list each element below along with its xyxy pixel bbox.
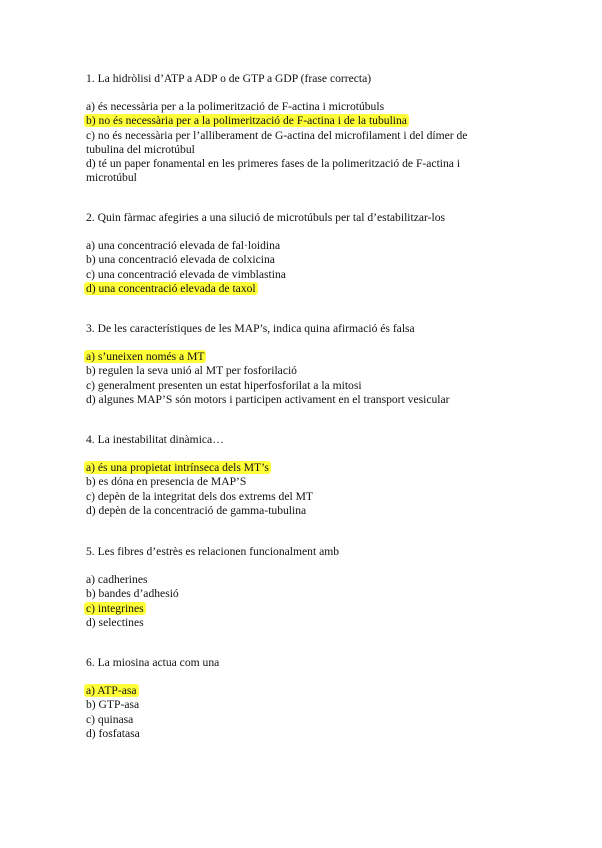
option-d: d) té un paper fonamental en les primeres fases de la polimerització de F-actina i bbox=[86, 156, 461, 170]
option-c bbox=[86, 602, 526, 616]
question-3 bbox=[86, 322, 526, 407]
option-d: d) depèn de la concentració de gamma-tubulina bbox=[86, 503, 307, 517]
option-b: b) regulen la seva unió al MT per fosforilació bbox=[86, 364, 297, 378]
highlighted-answer: d) una concentració elevada de taxol bbox=[86, 281, 256, 295]
option-c: c) quinasa bbox=[86, 712, 134, 726]
option-d-continued: microtúbul bbox=[86, 171, 137, 185]
option-b: b) es dóna en presencia de MAP’S bbox=[86, 475, 247, 489]
question-6 bbox=[86, 656, 526, 741]
question-5 bbox=[86, 545, 526, 630]
option-a bbox=[86, 461, 526, 475]
highlighted-answer: c) integrines bbox=[86, 601, 144, 615]
question-stem: 3. De les característiques de les MAP’s, indica quina afirmació és falsa bbox=[86, 322, 415, 335]
option-c: c) depèn de la integritat dels dos extrems del MT bbox=[86, 489, 313, 503]
question-stem: 5. Les fibres d’estrès es relacionen funcionalment amb bbox=[86, 545, 340, 558]
option-d: d) selectines bbox=[86, 615, 144, 629]
option-c: c) no és necessària per l’alliberament de G-actina del microfilament i del dímer de bbox=[86, 128, 468, 142]
option-a bbox=[86, 350, 526, 364]
option-b: b) bandes d’adhesió bbox=[86, 587, 179, 601]
highlighted-answer: a) ATP-asa bbox=[86, 684, 137, 698]
option-a: a) és necessària per a la polimerització de F-actina i microtúbuls bbox=[86, 100, 385, 114]
question-stem: 1. La hidròlisi d’ATP a ADP o de GTP a GDP (frase correcta) bbox=[86, 72, 372, 85]
option-a: a) una concentració elevada de fal·loidina bbox=[86, 239, 281, 253]
option-c-continued: tubulina del microtúbul bbox=[86, 142, 195, 156]
question-stem: 2. Quin fàrmac afegiries a una silució de microtúbuls per tal d’estabilitzar-los bbox=[86, 211, 446, 224]
option-d: d) algunes MAP’S són motors i participen activament en el transport vesicular bbox=[86, 392, 450, 406]
question-stem: 4. La inestabilitat dinàmica… bbox=[86, 433, 224, 446]
question-stem: 6. La miosina actua com una bbox=[86, 656, 220, 669]
option-d: d) fosfatasa bbox=[86, 726, 140, 740]
option-b bbox=[86, 114, 526, 128]
option-a bbox=[86, 684, 526, 698]
highlighted-answer: b) no és necessària per a la polimerització de F-actina i de la tubulina bbox=[86, 114, 407, 128]
option-b: b) una concentració elevada de colxicina bbox=[86, 253, 275, 267]
question-1 bbox=[86, 72, 526, 185]
question-2 bbox=[86, 211, 526, 296]
option-a: a) cadherines bbox=[86, 573, 148, 587]
option-d bbox=[86, 282, 526, 296]
question-4 bbox=[86, 433, 526, 518]
option-b: b) GTP-asa bbox=[86, 698, 140, 712]
option-c: c) generalment presenten un estat hiperfosforilat a la mitosi bbox=[86, 378, 362, 392]
highlighted-answer: a) s’uneixen només a MT bbox=[86, 350, 205, 364]
highlighted-answer: a) és una propietat intrínseca dels MT’s bbox=[86, 461, 269, 475]
option-c: c) una concentració elevada de vimblastina bbox=[86, 267, 286, 281]
